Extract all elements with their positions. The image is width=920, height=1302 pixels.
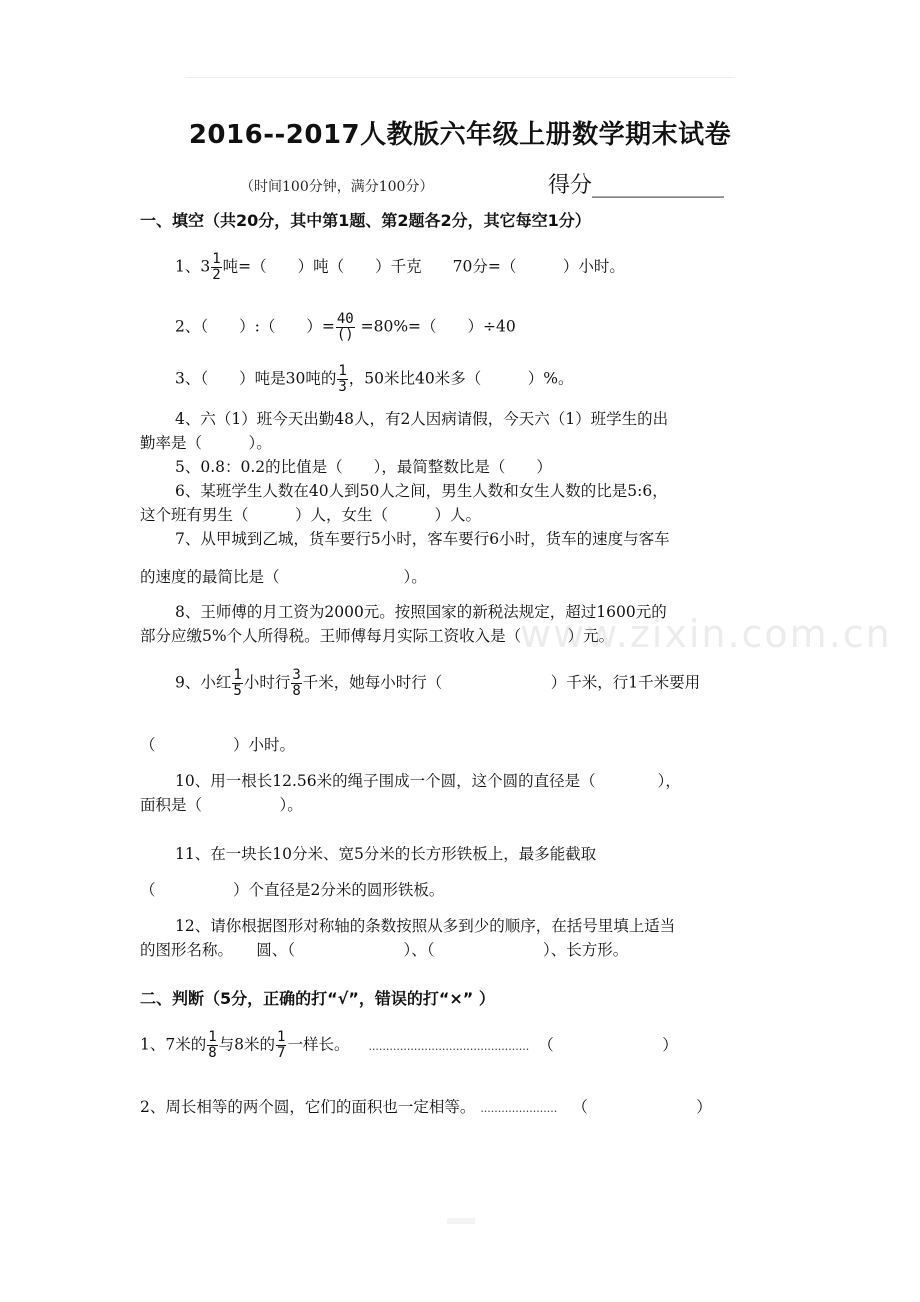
j1-post: 一样长。	[287, 1035, 350, 1054]
j1-answer-paren: （ ）	[538, 1035, 678, 1054]
question-12-line2: 的图形名称。 圆、（ ）、（ ）、长方形。	[140, 941, 629, 959]
question-4-line1: 4、六（1）班今天出勤48人，有2人因病请假，今天六（1）班学生的出	[175, 410, 669, 428]
q1-text: 吨=（ ）吨（ ）千克 70分=（ ）小时。	[222, 257, 625, 276]
question-7-line1: 7、从甲城到乙城，货车要行5小时，客车要行6小时，货车的速度与客车	[175, 530, 670, 548]
q9-fraction-2: $\frac{3}{8}$	[292, 667, 301, 699]
q9-mid: 小时行	[243, 673, 291, 692]
score-blank: ____________	[592, 173, 725, 198]
footer-mark	[447, 1218, 475, 1224]
j2-answer-paren: （ ）	[572, 1098, 712, 1116]
question-3	[175, 364, 573, 395]
header-rule	[185, 77, 735, 78]
question-8-line1: 8、王师傅的月工资为2000元。按照国家的新税法规定，超过1600元的	[175, 603, 667, 621]
q2-post: =80%=（ ）÷40	[355, 317, 516, 336]
q3-fraction: $\frac{1}{3}$	[338, 363, 347, 395]
j1-dots: ..............................................	[368, 1039, 530, 1053]
section1-heading: 一、填空（共20分，其中第1题、第2题各2分，其它每空1分）	[140, 211, 591, 230]
score-label: 得分	[548, 173, 593, 198]
score-field	[548, 168, 724, 199]
time-note: （时间100分钟，满分100分）	[240, 179, 434, 195]
question-6-line1: 6、某班学生人数在40人到50人之间，男生人数和女生人数的比是5:6，	[175, 482, 668, 500]
q1-fraction: $\frac{1}{2}$	[212, 251, 221, 283]
question-2	[175, 312, 516, 343]
question-11-line2: （ ）个直径是2分米的圆形铁板。	[140, 881, 445, 899]
q3-pre: 3、（ ）吨是30吨的	[175, 369, 337, 388]
question-7-line2: 的速度的最简比是（ ）。	[140, 568, 427, 586]
j1-mid: 与8米的	[218, 1035, 276, 1054]
question-9	[175, 668, 700, 699]
judgement-1	[140, 1030, 678, 1061]
j2-dots: ......................	[480, 1102, 558, 1115]
question-9-line2: （ ）小时。	[140, 736, 296, 754]
section2-heading: 二、判断（5分，正确的打“√”，错误的打“×” ）	[140, 989, 495, 1008]
q2-pre: 2、（ ）:（ ）=	[175, 317, 335, 336]
judgement-2	[140, 1095, 712, 1121]
j1-pre: 1、7米的	[140, 1035, 207, 1054]
question-8-line2: 部分应缴5%个人所得税。王师傅每月实际工资收入是（ ）元。	[140, 627, 615, 645]
q3-post: ，50米比40米多（ ）%。	[348, 369, 574, 388]
q1-number: 1、3	[175, 257, 211, 276]
question-5: 5、0.8：0.2的比值是（ ），最简整数比是（ ）	[175, 458, 552, 476]
question-10-line2: 面积是（ ）。	[140, 796, 303, 814]
watermark: www.zixin.com.cn	[520, 612, 892, 656]
question-1	[175, 252, 625, 283]
question-4-line2: 勤率是（ ）。	[140, 434, 272, 452]
question-12-line1: 12、请你根据图形对称轴的条数按照从多到少的顺序，在括号里填上适当	[175, 917, 676, 935]
question-10-line1: 10、用一根长12.56米的绳子围成一个圆，这个圆的直径是（ ），	[175, 772, 681, 790]
question-6-line2: 这个班有男生（ ）人，女生（ ）人。	[140, 506, 482, 524]
j1-fraction-1: $\frac{1}{8}$	[208, 1029, 217, 1061]
question-11-line1: 11、在一块长10分米、宽5分米的长方形铁板上，最多能截取	[175, 845, 597, 863]
j2-text: 2、周长相等的两个圆，它们的面积也一定相等。	[140, 1098, 476, 1116]
q2-fraction: $\frac{40}{()}$	[336, 311, 354, 343]
q9-fraction-1: $\frac{1}{5}$	[233, 667, 242, 699]
q9-pre: 9、小红	[175, 673, 232, 692]
q9-post: 千米，她每小时行（ ）千米，行1千米要用	[302, 673, 701, 692]
j1-fraction-2: $\frac{1}{7}$	[277, 1029, 286, 1061]
exam-title: 2016--2017人教版六年级上册数学期末试卷	[188, 120, 732, 150]
